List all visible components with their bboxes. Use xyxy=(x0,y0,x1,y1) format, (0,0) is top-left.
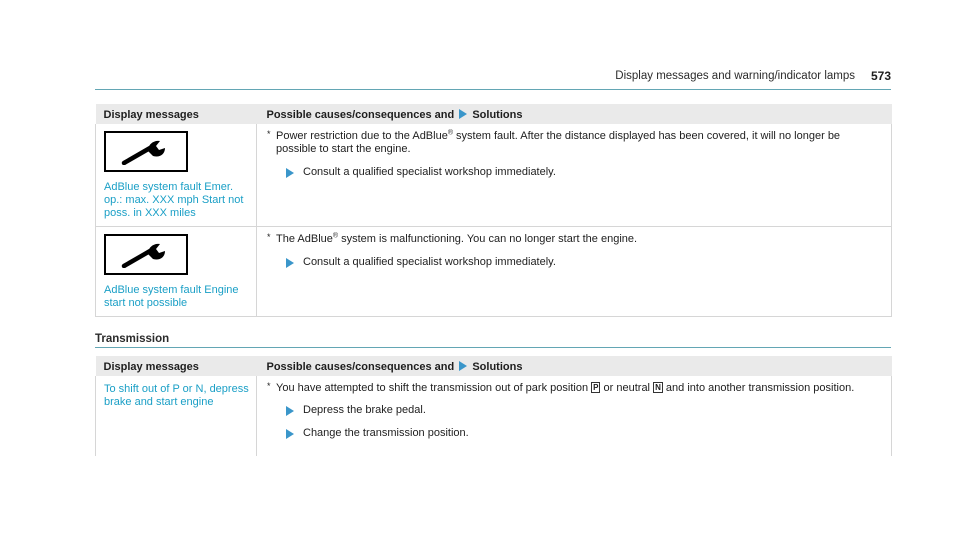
causes-cell xyxy=(257,124,892,227)
solution-text: Consult a qualified specialist workshop immediately. xyxy=(303,166,556,178)
asterisk-marker: * xyxy=(267,232,271,242)
solution-step xyxy=(286,427,881,440)
header-title: Display messages and warning/indicator lamps xyxy=(615,70,855,82)
causes-cell xyxy=(257,376,892,456)
display-message-text: To shift out of P or N, depress brake and start engine xyxy=(104,383,249,408)
wrench-icon xyxy=(104,234,188,275)
col-header-causes-solutions xyxy=(257,104,892,124)
table-row xyxy=(96,376,892,456)
solution-text: Consult a qualified specialist workshop immediately. xyxy=(303,256,556,268)
section-rule xyxy=(95,347,891,348)
message-cell xyxy=(96,376,257,456)
cause-text: The AdBlue xyxy=(276,233,333,245)
solution-step xyxy=(286,404,881,417)
asterisk-marker: * xyxy=(267,381,271,391)
table-row xyxy=(96,124,892,227)
header-rule xyxy=(95,89,891,90)
asterisk-marker: * xyxy=(267,129,271,139)
display-message-text: AdBlue system fault Emer. op.: max. XXX mph Start not poss. in XXX miles xyxy=(104,181,244,219)
neutral-position-icon: N xyxy=(655,383,661,392)
solution-arrow-icon xyxy=(286,258,294,268)
col-header-causes-solutions xyxy=(257,356,892,376)
message-cell xyxy=(96,227,257,317)
section-title-transmission: Transmission xyxy=(95,333,170,345)
col-header-display-messages: Display messages xyxy=(96,104,257,124)
solution-text: Depress the brake pedal. xyxy=(303,404,426,416)
park-position-icon: P xyxy=(593,383,599,392)
display-message-text: AdBlue system fault Engine start not possible xyxy=(104,284,239,309)
cause-text: You have attempted to shift the transmission out of park position xyxy=(276,382,589,394)
cause-note xyxy=(267,130,881,156)
col-header-causes-text: Possible causes/consequences and xyxy=(266,108,455,121)
cause-text-continued: and into another transmission position. xyxy=(665,382,855,394)
registered-mark: ® xyxy=(332,232,339,240)
page-header xyxy=(95,70,891,90)
col-header-display-messages: Display messages xyxy=(96,356,257,376)
solution-arrow-icon xyxy=(286,429,294,439)
cause-text-continued: system fault. After the distance displayed has been covered, it will no longer be possible to start the engine. xyxy=(276,130,841,155)
cause-text: Power restriction due to the AdBlue xyxy=(276,130,448,142)
cause-note xyxy=(267,233,881,246)
causes-cell xyxy=(257,227,892,317)
col-header-solutions-text: Solutions xyxy=(472,108,523,121)
transmission-message-table xyxy=(95,356,892,456)
col-header-causes-text: Possible causes/consequences and xyxy=(266,360,455,373)
page-number: 573 xyxy=(870,69,891,83)
cause-note xyxy=(267,382,881,395)
solution-arrow-icon xyxy=(459,109,467,119)
solution-arrow-icon xyxy=(459,361,467,371)
wrench-icon xyxy=(104,131,188,172)
solution-step xyxy=(286,166,881,179)
solution-arrow-icon xyxy=(286,168,294,178)
cause-text-neutral: or neutral xyxy=(603,382,651,394)
solution-arrow-icon xyxy=(286,406,294,416)
solution-step xyxy=(286,256,881,269)
col-header-solutions-text: Solutions xyxy=(472,360,523,373)
table-row xyxy=(96,227,892,317)
message-cell xyxy=(96,124,257,227)
solution-text: Change the transmission position. xyxy=(303,427,469,439)
registered-mark: ® xyxy=(447,129,453,137)
adblue-message-table xyxy=(95,104,892,317)
cause-text-continued: system is malfunctioning. You can no longer start the engine. xyxy=(338,233,638,245)
